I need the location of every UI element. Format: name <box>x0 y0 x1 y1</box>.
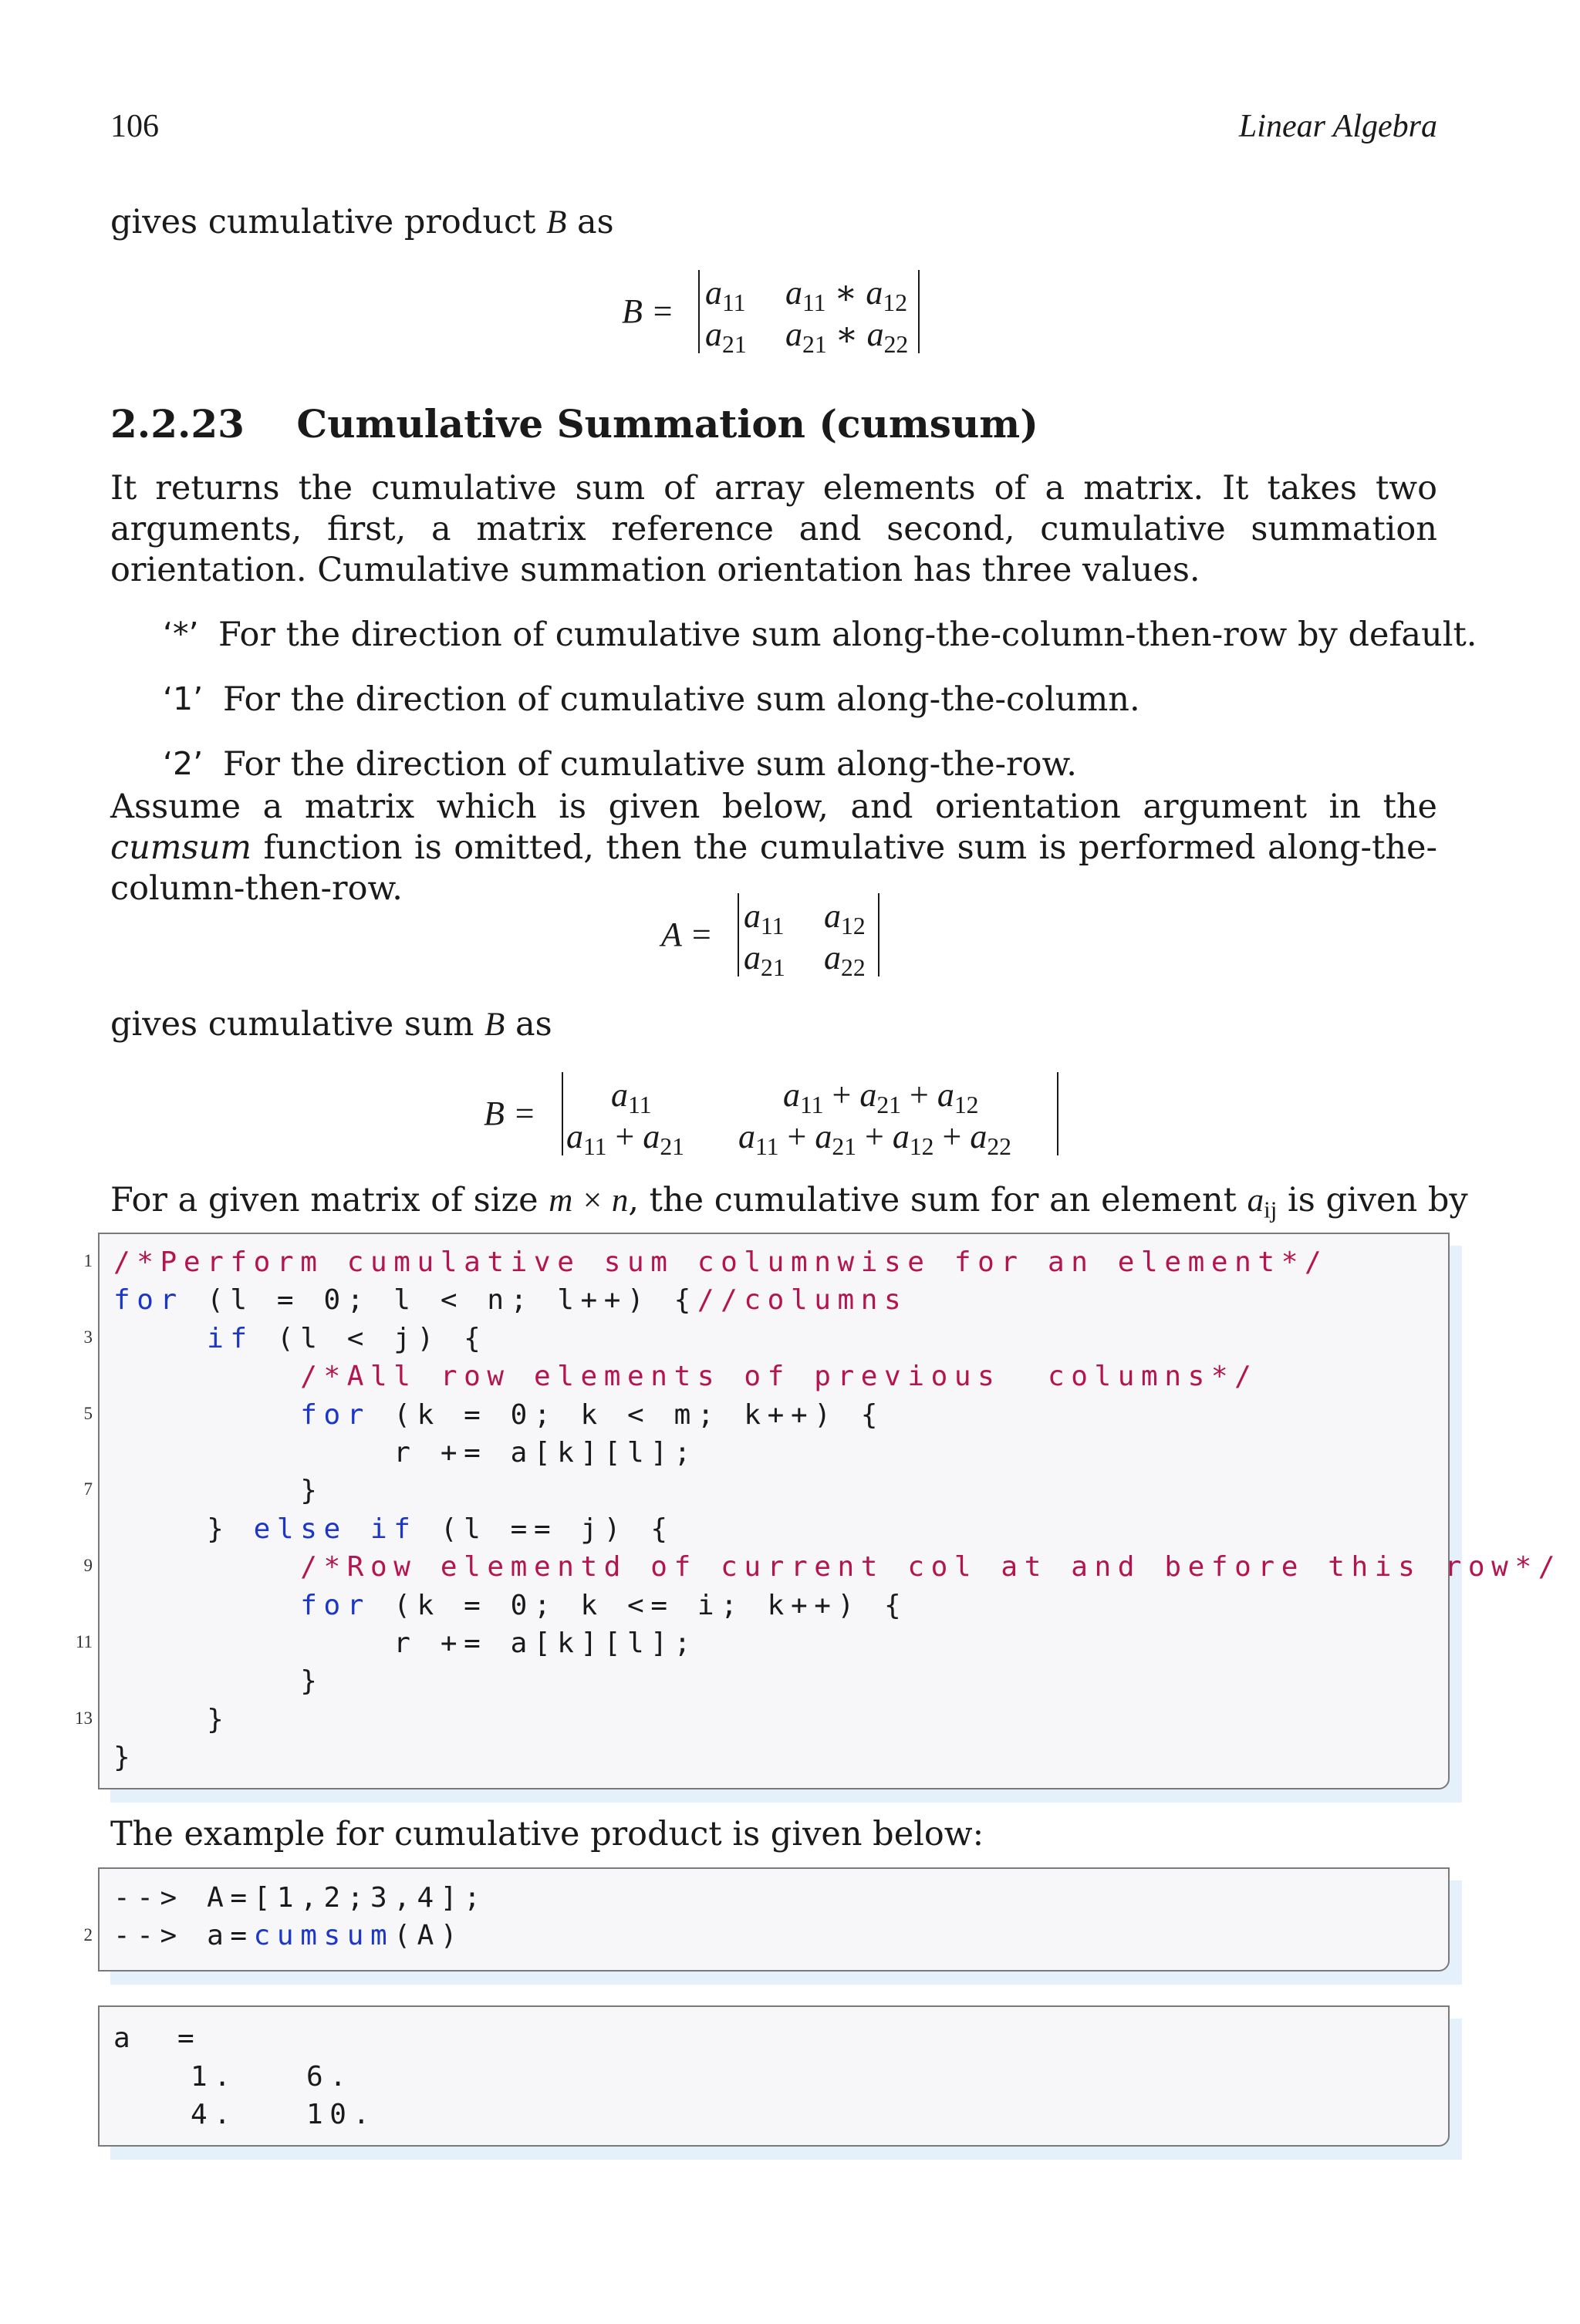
determinant-bar-left <box>738 893 739 976</box>
matrix-cell: $a_{11}$ ∗ $a_{12}$ <box>785 274 908 316</box>
code-comment: /*Row elementd of current col at and before this row*/ <box>300 1551 1561 1584</box>
code-keyword: for <box>300 1398 371 1431</box>
matrix-cell: $a_{11}$ <box>744 897 785 939</box>
line-number: 9 <box>83 1556 93 1576</box>
determinant-bar-left <box>698 270 700 353</box>
line-number: 5 <box>83 1403 93 1423</box>
matrix-cell: $a_{11} + a_{21} + a_{12}$ <box>783 1076 979 1118</box>
matrix-cell: $a_{11}$ <box>705 274 746 316</box>
line-number: 11 <box>75 1632 93 1651</box>
code-line <box>113 1246 1328 1278</box>
code-text: } <box>113 1703 231 1735</box>
line-number: 1 <box>83 1251 93 1270</box>
section-heading <box>110 401 1038 447</box>
function-name: cumsum <box>110 828 252 867</box>
matrix-cell: $a_{11}$ <box>611 1076 652 1118</box>
determinant-bar-right <box>878 893 879 976</box>
function-call: cumsum <box>253 1920 394 1951</box>
code-text: (l == j) { <box>417 1513 674 1545</box>
paragraph-given-matrix: For a given matrix of size m × n, the cumulative sum for an element $a_{ij}$ is given by <box>110 1181 1468 1223</box>
equation-lhs: A = <box>661 916 713 953</box>
code-keyword: else if <box>253 1513 417 1545</box>
matrix-cell: $a_{21}$ <box>744 939 785 981</box>
code-line: --> A=[1,2;3,4]; <box>113 1882 488 1914</box>
intro-line: gives cumulative product B as <box>110 203 614 241</box>
orientation-tag: ‘*’ <box>163 616 199 653</box>
code-line <box>113 1590 907 1621</box>
code-line <box>113 1323 487 1354</box>
paragraph-description: It returns the cumulative sum of array elements of a matrix. It takes two arguments, first, a matrix reference and second, cumulative summation orientation. Cumulative summation orientation has three values. <box>110 469 1437 589</box>
matrix-cell: $a_{21}$ ∗ $a_{22}$ <box>785 315 909 358</box>
equation-lhs: B = <box>622 292 674 330</box>
code-text: r += a[k][l]; <box>113 1627 697 1659</box>
determinant-bar-left <box>562 1072 563 1155</box>
orientation-item-row <box>110 745 1499 791</box>
code-keyword: for <box>300 1589 371 1621</box>
determinant-bar-right <box>1057 1072 1058 1155</box>
code-line: --> a=cumsum(A) <box>113 1920 464 1951</box>
code-text: } <box>113 1513 254 1545</box>
orientation-text: For the direction of cumulative sum along-the-column. <box>223 680 1140 719</box>
code-text: r += a[k][l]; <box>113 1437 697 1469</box>
line-number: 13 <box>75 1708 93 1728</box>
orientation-text: For the direction of cumulative sum along-the-column-then-row by default. <box>218 616 1477 654</box>
output-value: 6. <box>306 2061 353 2093</box>
output-value: 1. <box>191 2061 238 2093</box>
determinant-bar-right <box>918 270 920 353</box>
code-comment: /*All row elements of previous columns*/ <box>300 1361 1258 1393</box>
code-line <box>113 1551 1561 1583</box>
output-block <box>98 2005 1450 2147</box>
code-line <box>113 1627 697 1659</box>
code-line <box>113 1437 697 1469</box>
matrix-cell: $a_{21}$ <box>705 315 747 358</box>
code-text: (k = 0; k <= i; k++) { <box>370 1589 908 1621</box>
equation-matrix-a <box>0 893 1580 986</box>
code-line <box>113 1284 907 1316</box>
page-number: 106 <box>110 109 159 144</box>
orientation-item-column <box>110 680 1499 727</box>
line-number: 2 <box>83 1925 93 1945</box>
gives-sum-line: gives cumulative sum B as <box>110 1005 552 1044</box>
matrix-size: m × n <box>549 1182 629 1219</box>
code-text: } <box>113 1742 137 1774</box>
code-text: } <box>113 1475 324 1507</box>
code-text <box>113 1323 207 1354</box>
section-title: Cumulative Summation (cumsum) <box>296 401 1038 447</box>
code-line <box>113 1742 137 1773</box>
equation-cumprod <box>0 270 1580 363</box>
code-line <box>113 1513 674 1545</box>
code-text <box>113 1399 300 1431</box>
section-number: 2.2.23 <box>110 401 245 447</box>
code-comment: //columns <box>697 1284 908 1317</box>
code-block-example <box>98 1867 1450 1972</box>
code-text: } <box>113 1665 324 1698</box>
code-text <box>113 1551 300 1583</box>
code-line <box>113 1475 323 1506</box>
line-number: 3 <box>83 1327 93 1347</box>
line-number: 7 <box>83 1479 93 1499</box>
code-line <box>113 1361 1258 1392</box>
code-line <box>113 1704 230 1735</box>
example-intro: The example for cumulative product is given below: <box>110 1815 984 1853</box>
matrix-cell: $a_{12}$ <box>824 897 866 939</box>
code-comment: /*Perform cumulative sum columnwise for an element*/ <box>113 1246 1328 1278</box>
orientation-tag: ‘1’ <box>163 680 204 717</box>
code-line <box>113 1399 884 1431</box>
code-text <box>113 1361 300 1392</box>
equation-lhs: B = <box>484 1095 536 1132</box>
orientation-tag: ‘2’ <box>163 745 204 782</box>
output-value: 10. <box>306 2099 376 2130</box>
paragraph-assume: Assume a matrix which is given below, and orientation argument in the cumsum function is omitted, then the cumulative sum is performed along-the-column-then-row. <box>110 788 1438 908</box>
matrix-cell: $a_{11} + a_{21} + a_{12} + a_{22}$ <box>738 1118 1011 1160</box>
code-text <box>113 1590 300 1621</box>
matrix-cell: $a_{22}$ <box>824 939 866 981</box>
code-text: (k = 0; k < m; k++) { <box>370 1398 885 1431</box>
output-var: a = <box>113 2022 199 2054</box>
orientation-text: For the direction of cumulative sum along-the-row. <box>223 745 1077 784</box>
running-title: Linear Algebra <box>1238 109 1437 144</box>
orientation-item-default <box>110 616 1499 662</box>
code-line <box>113 1665 323 1697</box>
code-keyword: for <box>113 1284 184 1317</box>
element-symbol: $a_{ij}$ <box>1247 1182 1278 1223</box>
code-text: (l = 0; l < n; l++) { <box>183 1284 697 1317</box>
code-keyword: if <box>207 1322 254 1354</box>
code-block-cumsum <box>98 1233 1561 1789</box>
output-value: 4. <box>191 2099 238 2130</box>
matrix-cell: $a_{11} + a_{21}$ <box>566 1118 684 1160</box>
equation-cumsum <box>0 1072 1580 1165</box>
code-text: (l < j) { <box>253 1322 488 1354</box>
